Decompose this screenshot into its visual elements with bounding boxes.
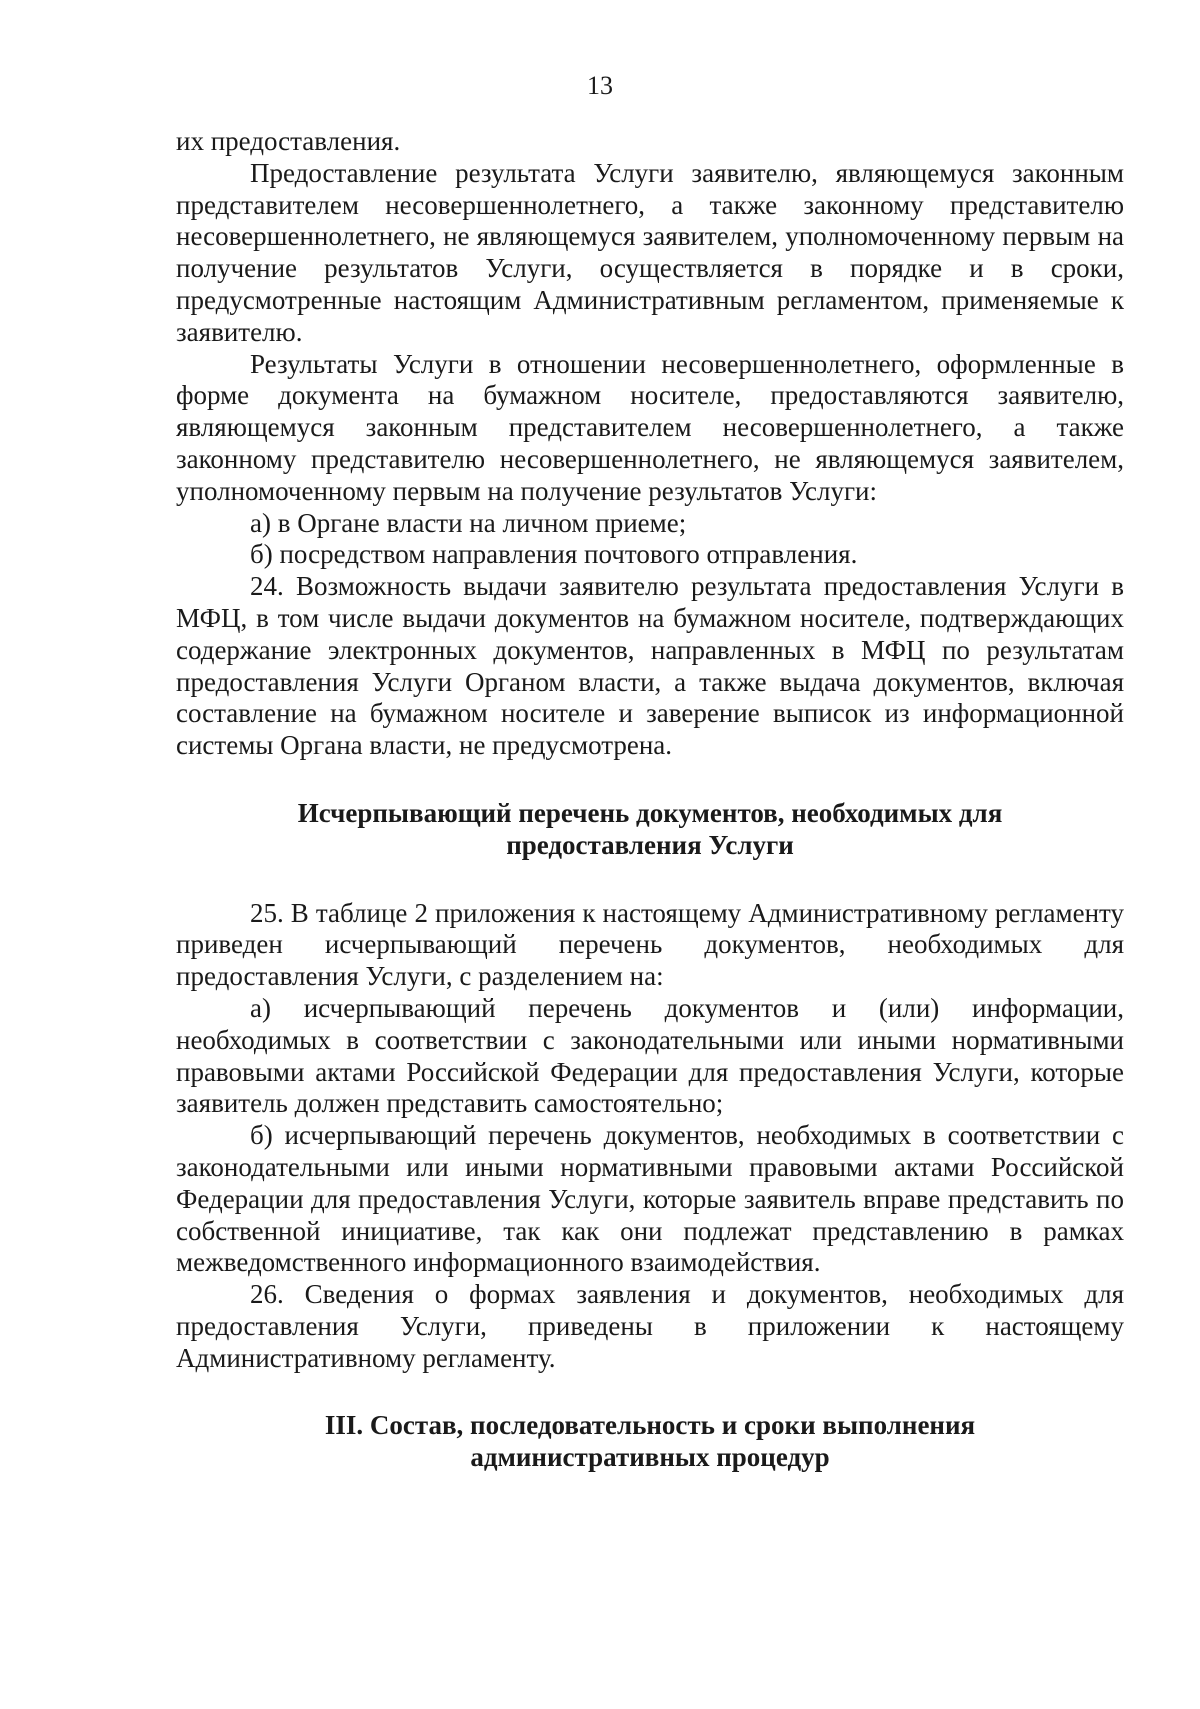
paragraph-25: 25. В таблице 2 приложения к настоящему Административному регламенту приведен исчерпывающий перечень документов, необходимых для предоставления Услуги, с разделением на: [176,897,1124,992]
page-number: 13 [587,71,613,100]
list-item-a: а) исчерпывающий перечень документов и (или) информации, необходимых в соответствии с законодательными или иными нормативными правовыми актами Российской Федерации для предоставления Услуги, которые заявитель должен представить самостоятельно; [176,992,1124,1119]
section-heading-documents [176,798,1124,862]
paragraph-paper-results: Результаты Услуги в отношении несовершеннолетнего, оформленные в форме документа на бумажном носителе, предоставляются заявителю, являющемуся законным представителем несовершеннолетнего, а также законному представителю несовершеннолетнего, не являющемуся заявителем, уполномоченному первым на получение результатов Услуги: [176,348,1124,506]
paragraph-26: 26. Сведения о формах заявления и документов, необходимых для предоставления Услуги, приведены в приложении к настоящему Административному регламенту. [176,1279,1124,1373]
list-item-b: б) посредством направления почтового отправления. [250,539,858,570]
paragraph-24: 24. Возможность выдачи заявителю результата предоставления Услуги в МФЦ, в том числе выдачи документов на бумажном носителе, подтверждающих содержание электронных документов, направленных в МФЦ по результатам предоставления Услуги Органом власти, а также выдача документов, включая составление на бумажном носителе и заверение выписок из информационной системы Органа власти, не предусмотрена. [176,571,1124,761]
document-body [176,126,1124,1474]
heading-line: III. Состав, последовательность и сроки выполнения [324,1410,976,1441]
list-item-b: б) исчерпывающий перечень документов, необходимых в соответствии с законодательными или иными нормативными правовыми актами Российской Федерации для предоставления Услуги, которые заявитель вправе представить по собственной инициативе, так как они подлежат представлению в рамках межведомственного информационного взаимодействия. [176,1120,1124,1278]
heading-line: предоставления Услуги [506,829,794,860]
heading-line: административных процедур [470,1442,830,1473]
paragraph-continuation: их предоставления. [176,126,401,156]
paragraph-result-delivery: Предоставление результата Услуги заявителю, являющемуся законным представителем несовершеннолетнего, а также законному представителю несовершеннолетнего, не являющемуся заявителем, уполномоченному первым на получение результатов Услуги, осуществляется в порядке и в сроки, предусмотренные настоящим Административным регламентом, применяемые к заявителю. [176,157,1124,347]
section-heading-procedures [176,1410,1124,1474]
list-item-a: а) в Органе власти на личном приеме; [250,507,687,538]
heading-line: Исчерпывающий перечень документов, необходимых для [297,797,1003,828]
